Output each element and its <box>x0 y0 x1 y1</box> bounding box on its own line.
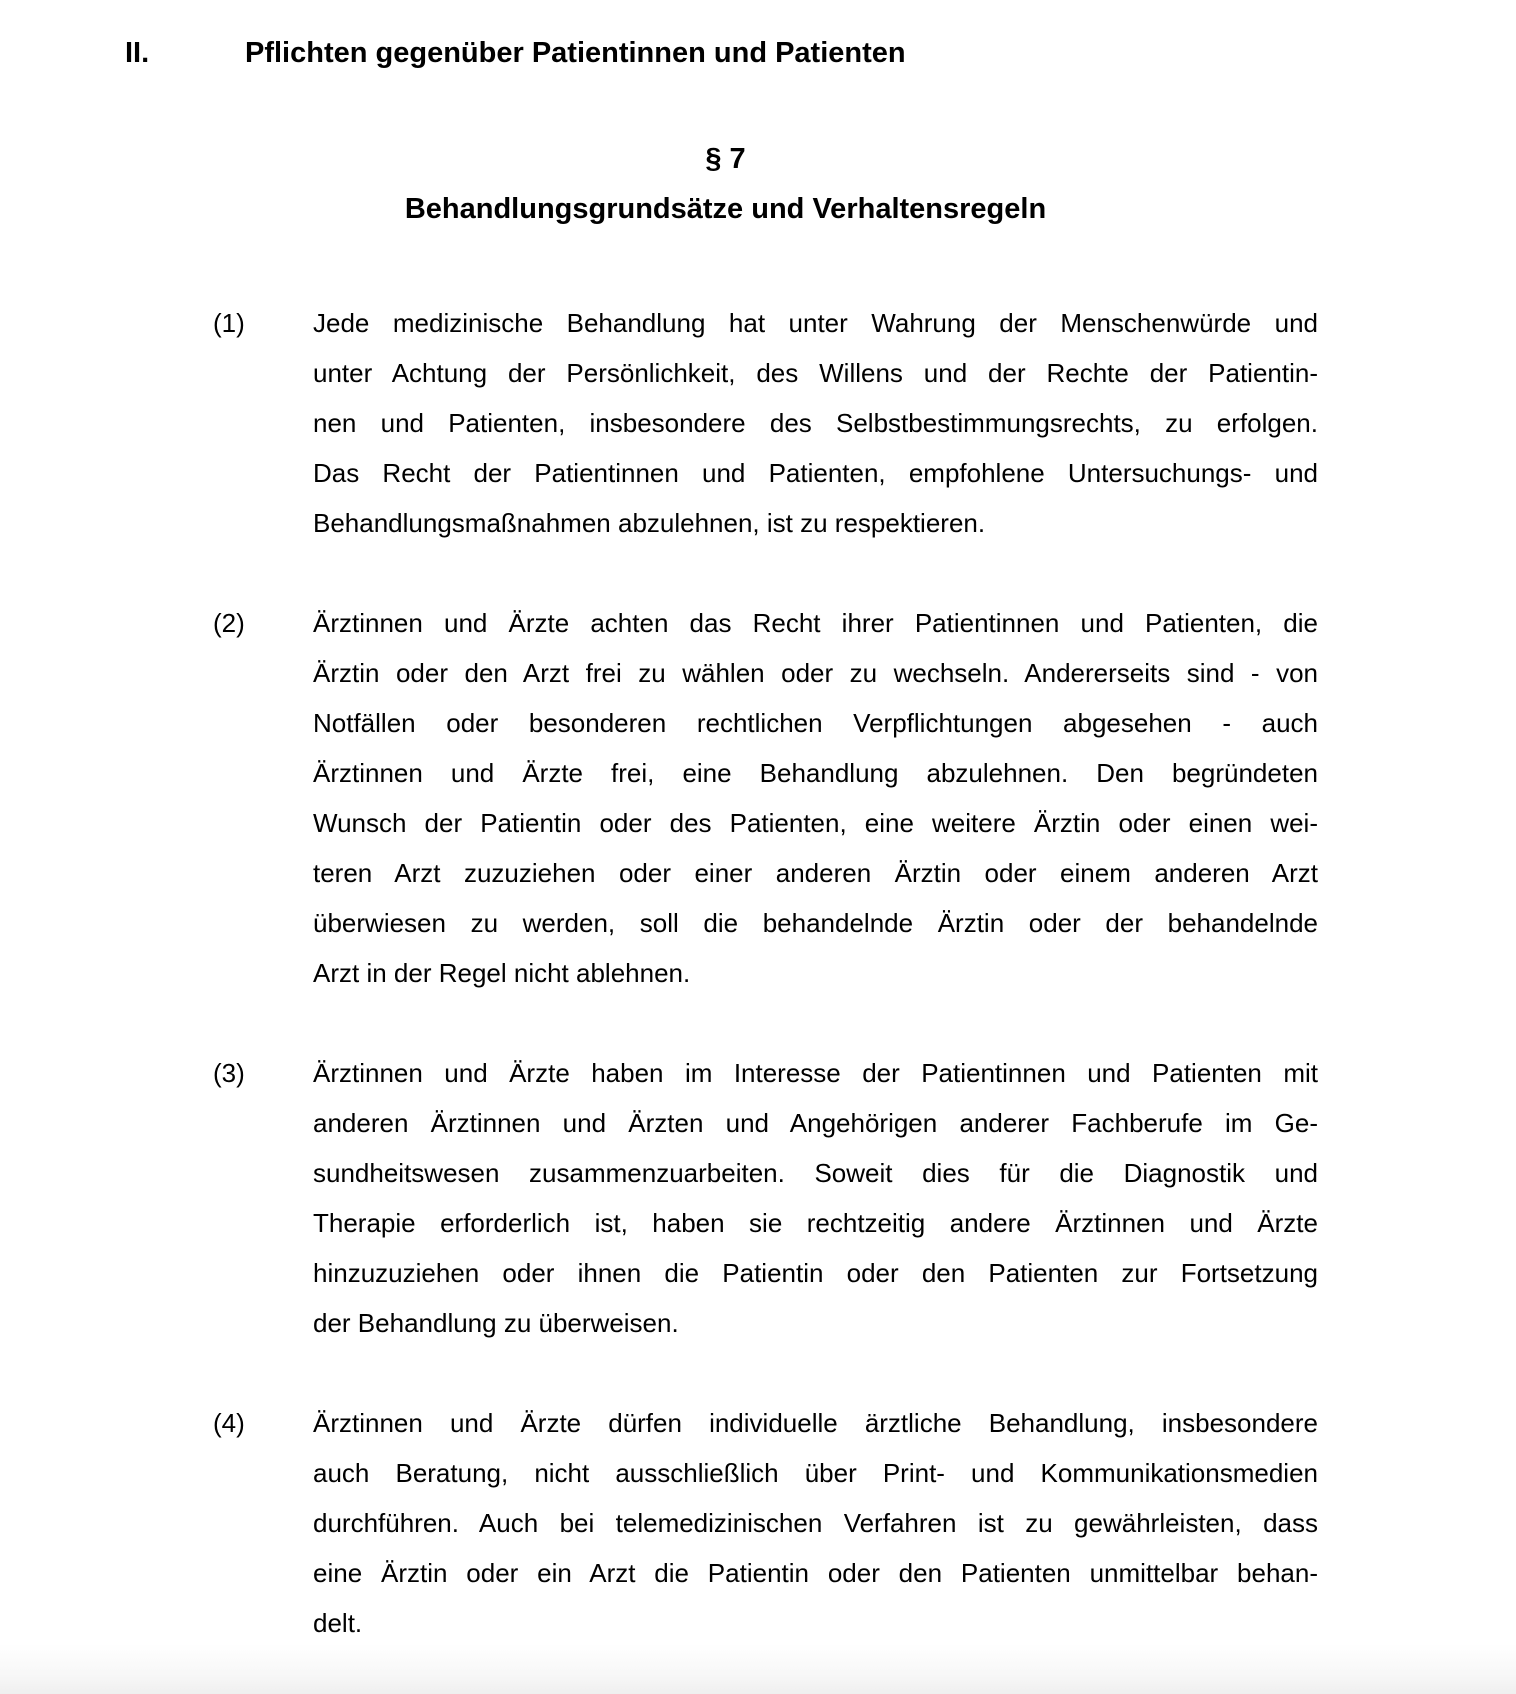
text-line: auch Beratung, nicht ausschließlich über Print- und Kommunikationsmedien <box>313 1458 1318 1488</box>
page-bottom-fade <box>0 1644 1516 1694</box>
paragraph-text <box>313 1048 1318 1348</box>
statute-title: Behandlungsgrundsätze und Verhaltensregeln <box>404 193 1047 225</box>
section-title: Pflichten gegenüber Patientinnen und Patienten <box>245 37 906 69</box>
text-line: der Behandlung zu überweisen. <box>313 1308 679 1338</box>
paragraph-text <box>313 1398 1318 1648</box>
section-number: II. <box>125 37 150 69</box>
paragraph-text <box>313 298 1318 548</box>
text-line: eine Ärztin oder ein Arzt die Patientin oder den Patienten unmittelbar behan- <box>313 1558 1318 1588</box>
text-line: Ärztinnen und Ärzte dürfen individuelle ärztliche Behandlung, insbesondere <box>313 1408 1318 1438</box>
text-line: Therapie erforderlich ist, haben sie rechtzeitig andere Ärztinnen und Ärzte <box>313 1208 1318 1238</box>
text-line: Arzt in der Regel nicht ablehnen. <box>313 958 691 988</box>
paragraph-number: (4) <box>213 1408 245 1438</box>
text-line: teren Arzt zuzuziehen oder einer anderen Ärztin oder einem anderen Arzt <box>313 858 1318 888</box>
statute-number: § 7 <box>705 143 746 175</box>
text-line: Notfällen oder besonderen rechtlichen Verpflichtungen abgesehen - auch <box>313 708 1318 738</box>
numbered-paragraph <box>213 598 1318 998</box>
text-line: nen und Patienten, insbesondere des Selbstbestimmungsrechts, zu erfolgen. <box>313 408 1318 438</box>
numbered-paragraph <box>213 298 1318 548</box>
text-line: durchführen. Auch bei telemedizinischen Verfahren ist zu gewährleisten, dass <box>313 1508 1318 1538</box>
text-line: Ärztinnen und Ärzte frei, eine Behandlung abzulehnen. Den begründeten <box>313 758 1318 788</box>
text-line: Jede medizinische Behandlung hat unter Wahrung der Menschenwürde und <box>313 308 1318 338</box>
text-line: überwiesen zu werden, soll die behandelnde Ärztin oder der behandelnde <box>313 908 1318 938</box>
text-line: sundheitswesen zusammenzuarbeiten. Soweit dies für die Diagnostik und <box>313 1158 1318 1188</box>
text-line: Behandlungsmaßnahmen abzulehnen, ist zu respektieren. <box>313 508 986 538</box>
text-line: Ärztin oder den Arzt frei zu wählen oder zu wechseln. Andererseits sind - von <box>313 658 1318 688</box>
paragraph-number: (2) <box>213 608 245 638</box>
text-line: hinzuzuziehen oder ihnen die Patientin oder den Patienten zur Fortsetzung <box>313 1258 1318 1288</box>
section-heading <box>125 0 1318 70</box>
text-line: Das Recht der Patientinnen und Patienten, empfohlene Untersuchungs- und <box>313 458 1318 488</box>
numbered-paragraph <box>213 1398 1318 1648</box>
numbered-paragraph <box>213 1048 1318 1348</box>
paragraph-list <box>213 298 1318 1648</box>
text-line: Ärztinnen und Ärzte haben im Interesse der Patientinnen und Patienten mit <box>313 1058 1318 1088</box>
text-line: Wunsch der Patientin oder des Patienten, eine weitere Ärztin oder einen wei- <box>313 808 1318 838</box>
text-line: anderen Ärztinnen und Ärzten und Angehörigen anderer Fachberufe im Ge- <box>313 1108 1318 1138</box>
paragraph-text <box>313 598 1318 998</box>
paragraph-number: (3) <box>213 1058 245 1088</box>
text-line: Ärztinnen und Ärzte achten das Recht ihrer Patientinnen und Patienten, die <box>313 608 1318 638</box>
text-line: unter Achtung der Persönlichkeit, des Willens und der Rechte der Patientin- <box>313 358 1318 388</box>
text-line: delt. <box>313 1608 363 1638</box>
paragraph-number: (1) <box>213 308 245 338</box>
